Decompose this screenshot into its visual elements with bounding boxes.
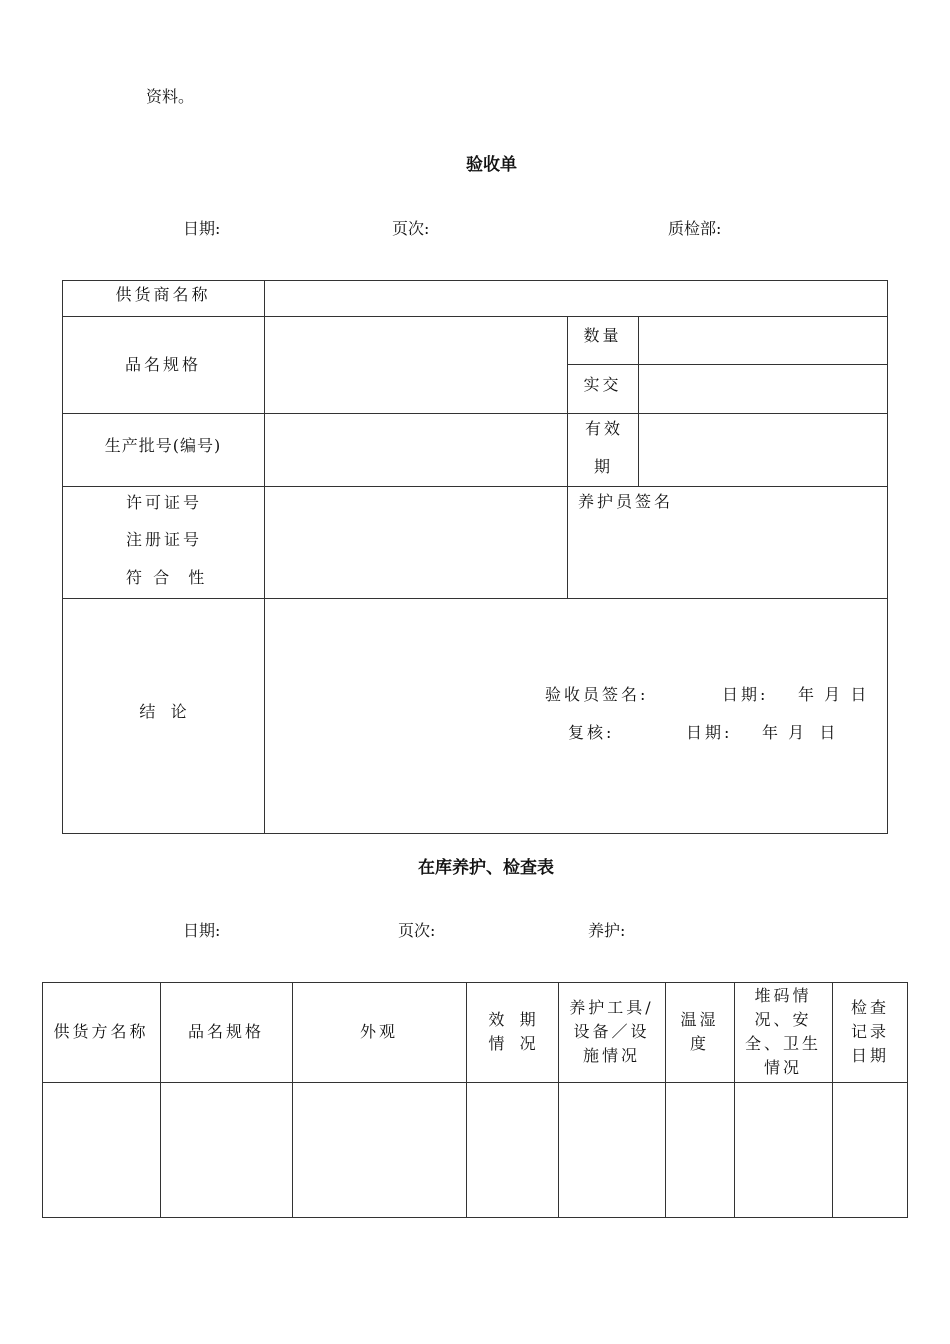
license-number-label: 许可证号: [126, 493, 203, 512]
quantity-label: 数量: [583, 326, 622, 345]
receipt-qc-label: 质检部:: [668, 219, 722, 238]
receipt-title: 验收单: [466, 155, 517, 175]
inspector-signature-label: 验收员签名:: [545, 685, 649, 704]
review-date-ymd: 年 月 日: [762, 723, 836, 742]
review-label: 复核:: [568, 723, 615, 742]
storage-maintenance-label: 养护:: [588, 921, 626, 940]
column-header: 品名规格: [187, 1022, 264, 1041]
column-header: 效 期 情 况: [488, 1010, 536, 1053]
batch-number-label: 生产批号(编号): [104, 436, 222, 455]
received-label: 实交: [583, 375, 622, 394]
registration-number-label: 注册证号: [126, 530, 203, 549]
col-divider: [567, 316, 568, 598]
supplier-name-label: 供货商名称: [115, 285, 211, 304]
inspector-date-label: 日期:: [722, 685, 769, 704]
review-date-label: 日期:: [686, 723, 733, 742]
storage-title: 在库养护、检查表: [418, 858, 554, 878]
column-header: 养护工具/ 设备／设 施情况: [569, 998, 654, 1065]
storage-page-label: 页次:: [398, 921, 436, 940]
validity-label-line1: 有效: [585, 419, 624, 438]
product-spec-label: 品名规格: [124, 354, 201, 374]
header-row-divider: [42, 1082, 908, 1083]
inspector-date-ymd: 年 月 日: [798, 685, 867, 704]
keeper-signature-label: 养护员签名: [578, 492, 674, 511]
conformity-label: 符 合 性: [126, 568, 208, 587]
col-divider: [264, 280, 265, 834]
receipt-date-label: 日期:: [183, 219, 221, 238]
column-header: 检查 记录 日期: [850, 998, 889, 1065]
column-header: 外观: [359, 1022, 398, 1041]
column-header: 堆码情 况、安 全、卫生 情况: [744, 986, 821, 1077]
row-divider: [62, 486, 888, 487]
col-divider: [638, 316, 639, 486]
column-header: 温湿 度: [680, 1010, 719, 1053]
conclusion-label: 结 论: [139, 702, 187, 721]
receipt-page-label: 页次:: [392, 219, 430, 238]
storage-date-label: 日期:: [183, 921, 221, 940]
column-header: 供货方名称: [53, 1022, 149, 1041]
intro-text: 资料。: [146, 87, 195, 106]
validity-label-line2: 期: [594, 457, 611, 476]
